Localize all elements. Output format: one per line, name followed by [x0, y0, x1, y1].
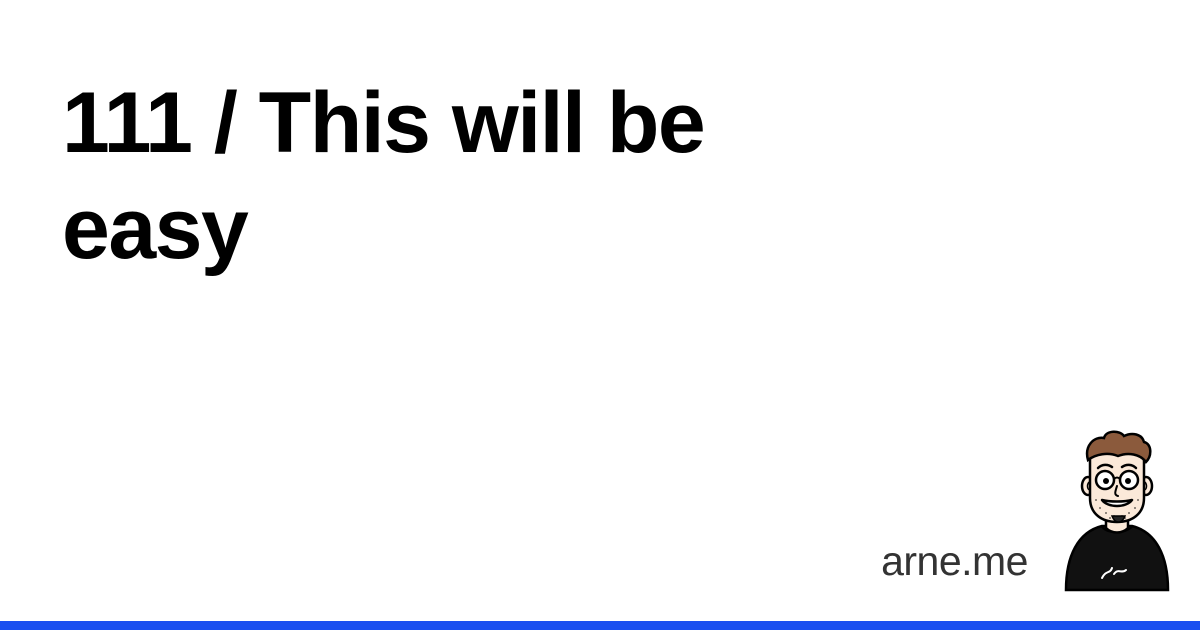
cartoon-avatar-icon	[1062, 428, 1172, 592]
avatar-pupil-left	[1103, 478, 1109, 484]
avatar-shirt	[1066, 526, 1168, 590]
avatar-mouth	[1102, 500, 1132, 506]
accent-bar	[0, 621, 1200, 630]
site-domain: arne.me	[881, 538, 1028, 584]
post-title: 111 / This will be easy	[62, 75, 705, 277]
avatar-pupil-right	[1125, 478, 1131, 484]
